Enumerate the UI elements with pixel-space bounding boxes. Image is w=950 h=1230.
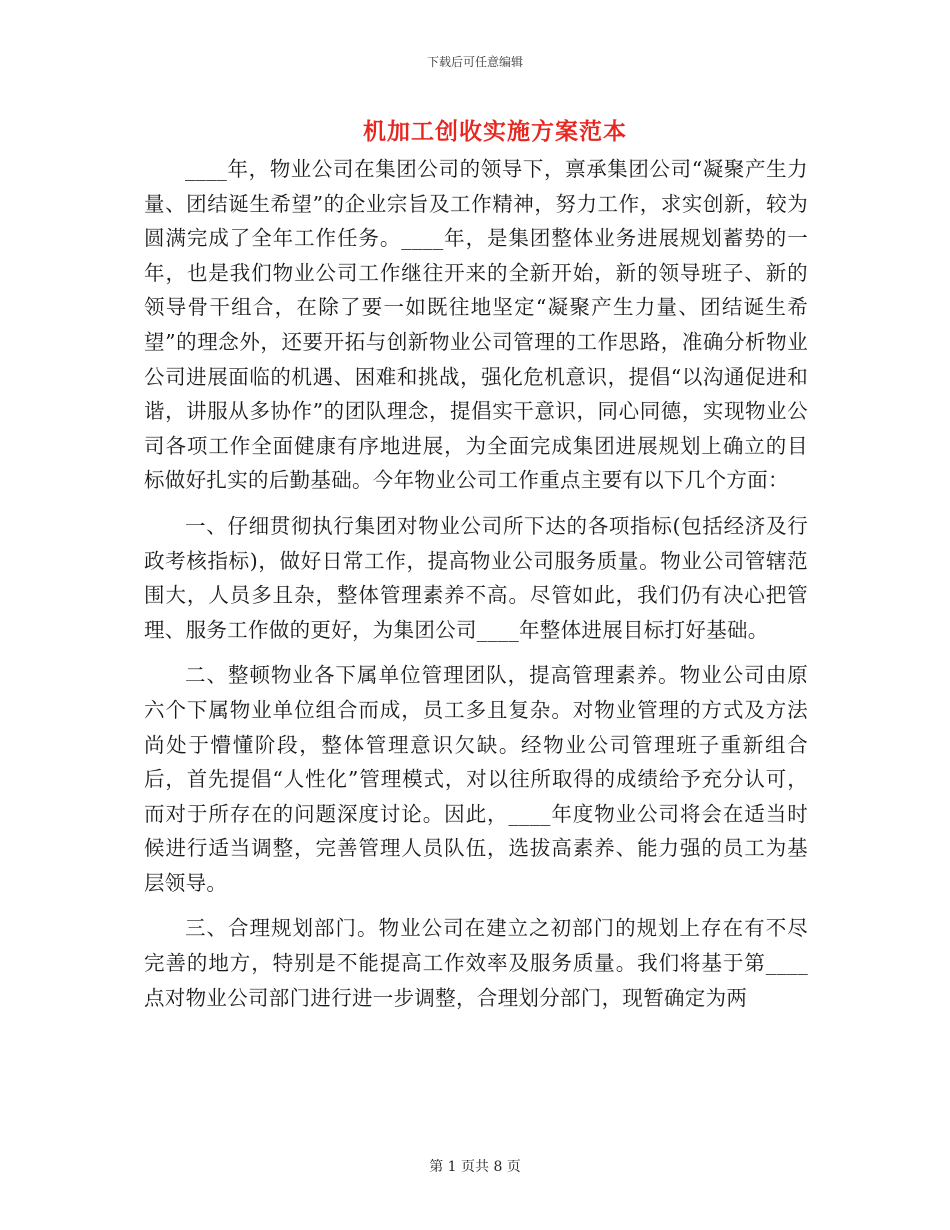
document-title: 机加工创收实施方案范本 xyxy=(363,118,627,145)
paragraph-section-3: 三、合理规划部门。物业公司在建立之初部门的规划上存在有不尽完善的地方，特别是不能提高工作效率及服务质量。我们将基于第____点对物业公司部门进行进一步调整，合理划分部门，现暂确定为两 xyxy=(144,916,808,1010)
paragraph-section-2: 二、整顿物业各下属单位管理团队，提高管理素养。物业公司由原六个下属物业单位组合而成，员工多且复杂。对物业管理的方式及方法尚处于懵懂阶段，整体管理意识欠缺。经物业公司管理班子重新组合后，首先提倡“人性化”管理模式，对以往所取得的成绩给予充分认可，而对于所存在的问题深度讨论。因此，____年度物业公司将会在适当时候进行适当调整，完善管理人员队伍，选拔高素养、能力强的员工为基层领导。 xyxy=(144,663,808,895)
document-body xyxy=(144,152,808,1015)
page-number: 第 1 页共 8 页 xyxy=(429,1159,521,1175)
page-header: 下载后可任意编辑 xyxy=(426,55,523,69)
paragraph-section-1: 一、仔细贯彻执行集团对物业公司所下达的各项指标(包括经济及行政考核指标)，做好日常工作，提高物业公司服务质量。物业公司管辖范围大，人员多且杂，整体管理素养不高。尽管如此，我们仍有决心把管理、服务工作做的更好，为集团公司____年整体进展目标打好基础。 xyxy=(144,513,808,642)
paragraph-intro: ____年，物业公司在集团公司的领导下，禀承集团公司“凝聚产生力量、团结诞生希望”的企业宗旨及工作精神，努力工作，求实创新，较为圆满完成了全年工作任务。____年，是集团整体业务进展规划蓄势的一年，也是我们物业公司工作继往开来的全新开始，新的领导班子、新的领导骨干组合，在除了要一如既往地坚定“凝聚产生力量、团结诞生希望”的理念外，还要开拓与创新物业公司管理的工作思路，准确分析物业公司进展面临的机遇、困难和挑战，强化危机意识，提倡“以沟通促进和谐，讲服从多协作”的团队理念，提倡实干意识，同心同德，实现物业公司各项工作全面健康有序地进展，为全面完成集团进展规划上确立的目标做好扎实的后勤基础。今年物业公司工作重点主要有以下几个方面： xyxy=(144,157,808,493)
